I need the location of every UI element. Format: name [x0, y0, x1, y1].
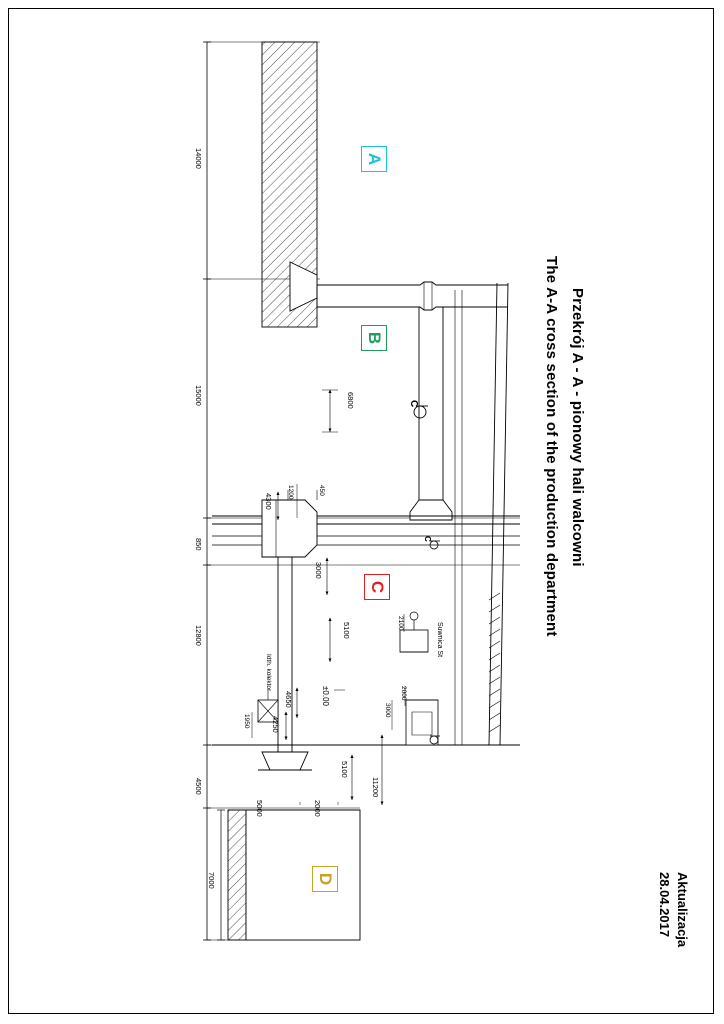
- dimension-5000: 5000: [255, 800, 264, 817]
- zone-marker-d: D: [312, 866, 338, 892]
- update-label: Aktualizacja: [675, 872, 690, 948]
- dimension-6800: 6800: [346, 392, 355, 409]
- dimension-15000: 15000: [194, 385, 203, 406]
- zone-marker-b: B: [361, 325, 387, 351]
- drawing-title-en: The A-A cross section of the production department: [543, 256, 560, 637]
- zone-marker-c: C: [364, 574, 390, 600]
- dimension-850: 850: [194, 538, 203, 551]
- dimension-3000-foundation: 3000: [384, 703, 391, 718]
- collector-label: Idth. kolektor: [265, 654, 272, 692]
- dimension-2100: 2100: [397, 616, 404, 631]
- level-annotation-zero: ±0.00: [321, 686, 330, 706]
- section-mark-c-lower: C: [423, 536, 432, 542]
- drawing-title-pl: Przekrój A - A - pionowy hali walcowni: [569, 288, 586, 567]
- dimension-7000: 7000: [207, 872, 216, 889]
- dimension-11200: 11200: [371, 777, 380, 798]
- dimension-14000: 14000: [194, 148, 203, 169]
- dimension-4650: 4650: [284, 691, 293, 708]
- dimension-5100-upper: 5100: [342, 622, 351, 639]
- update-date: 28.04.2017: [657, 872, 672, 938]
- dimension-2000-foundation: 2000: [400, 686, 407, 701]
- dimension-450: 450: [318, 485, 325, 496]
- dimension-4250: 4250: [271, 716, 280, 733]
- dimension-4300: 4300: [264, 493, 273, 510]
- crane-label: Suwnica St: [436, 622, 443, 658]
- zone-marker-a: A: [361, 146, 387, 172]
- section-mark-c-upper: C: [408, 400, 419, 408]
- dimension-2000-slab: 2000: [313, 800, 322, 817]
- dimension-12800: 12800: [194, 625, 203, 646]
- dimension-5100-lower: 5100: [340, 761, 349, 778]
- dimension-3000-column: 3000: [314, 562, 323, 579]
- dimension-1950: 1950: [243, 714, 250, 729]
- dimension-1200: 1200: [287, 485, 294, 500]
- dimension-4500: 4500: [194, 778, 203, 795]
